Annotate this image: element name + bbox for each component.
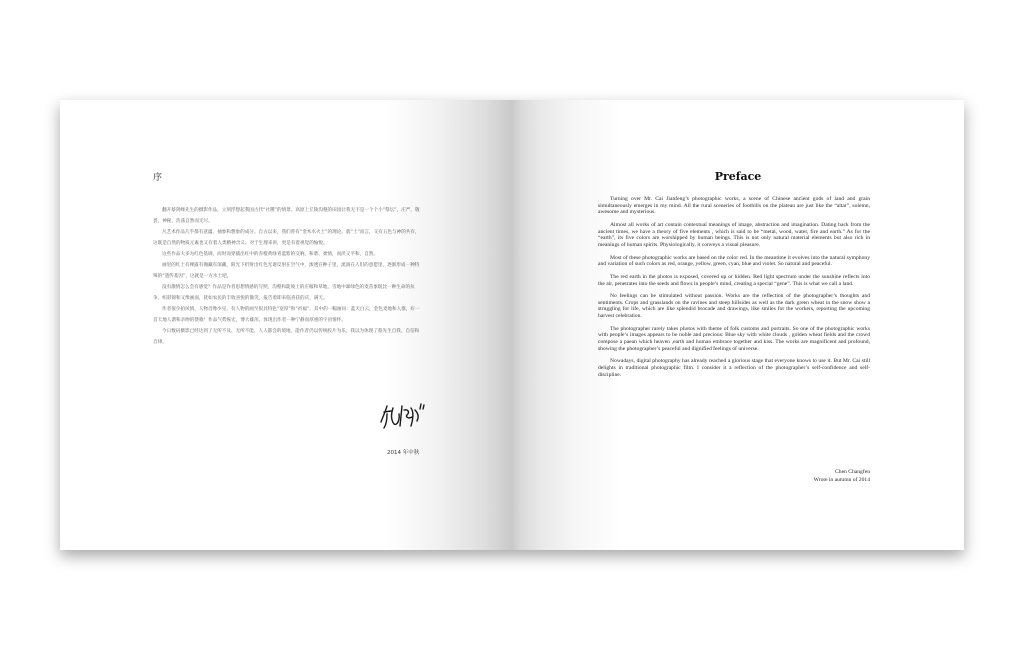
- preface-paragraph: Almost all works of art contain contextual meanings of image, abstraction and imagination. Dating back from the ancient times, we have a theory of five elements , which is said to be “metal, wood, water, fire and earth.” As for the “earth”, its five colors are worshipped by human beings. This is not only natural material elements but also rich in meanings of human spirits. Physiologically, it conveys a visual pleasure.: [598, 221, 870, 248]
- chinese-preface-body: [153, 205, 423, 348]
- preface-paragraph: The red earth in the photos is exposed, covered up or hidden. Red light spectrum under the sunshine reflects into the air, penetrates into the seeds and flows in people’s mind, creating a special “gene”. This is what we call a land.: [598, 273, 870, 287]
- preface-paragraph: Turning over Mr. Cai Jianfeng’s photographic works, a scene of Chinese ancient gods of land and grain simultaneously emerges in my mind. All the rural sceneries of foothills on the plateau are just like the “altar”, solemn, awesome and mysterious.: [598, 196, 870, 216]
- chinese-paragraph: 翻开蔡剑峰先生的摄影作品，立刻浮想起我国古代“社稷”的情景。高原上丘陵沟壑的田园让我无不是一个个小“祭坛”，庄严，敬畏，神秘，浩荡自然而无尽。: [153, 208, 420, 224]
- chinese-paragraph: 今日数码摄影已经达到了无所不及、无所不能、人人都会的境地，能作者仍以传统胶片为乐，我以为体现了蔡先生自我、自信和自律。: [153, 329, 420, 345]
- handwritten-signature: [378, 400, 430, 430]
- chinese-paragraph: 没有激情怎么会有感觉？作品是作者思想情感的写照，沟壑和陡坡上的庄稼和草地，雪地中暴绿色的麦苗象既比一种生命的抗争，织彩锦和又像画面，犹如农民的丰收喜悦的微笑，报告着即来临喜获的庆，满天。: [153, 285, 415, 301]
- preface-paragraph: No feelings can be stimulated without passion. Works are the reflection of the photographer’s thoughts and sentiments. Crops and grasslands on the ravines and steep hillsides as well as the dark green wheat in the snow show a struggling for life, which are like splendid brocade and drawings, like smiles for the workers, reporting the upcoming harvest celebration.: [598, 293, 870, 320]
- chinese-date: 2014 年中秋: [387, 450, 420, 456]
- chinese-preface-title: 序: [153, 173, 163, 183]
- chinese-paragraph: 这些作品大多为红色基调，而时而穿插出红中的赤橙黄绿青蓝紫的交响，和谐、柔情，而淡又平和，自然。: [162, 252, 378, 257]
- left-page: [60, 100, 512, 550]
- written-date: Wrote in autumn of 2014: [813, 477, 870, 483]
- chinese-paragraph: 作者很少拍风情、人物肖像少见，有人物的画至很具特色“宽厚”和“祈福”，其中的一幅画问：蓝天白云，金色麦地和人群，好一首天地人谐和亲吻的赞歌！作品气势恢宏，博大雄浑，体现出作者一种宁静而厚重的宇宙情怀。: [153, 307, 420, 323]
- chinese-paragraph: 凡艺术作品几乎都有意蕴、抽象和想象的成分。自古以来，我们曾有“金木水火土”的理论。就“土”而言，又有五色与神的共有，这既是自然的物质元素也又有着人类精神含义。对于生理来讲，更是有着视觉的愉悦。: [153, 230, 420, 246]
- preface-body: [598, 196, 870, 384]
- open-book: [60, 100, 964, 550]
- preface-paragraph: Most of these photographic works are based on the color red. In the meantime it evolves into the natural symphony and variation of such colors as red, orange, yellow, green, cyan, blue and violet. So natural and peaceful.: [598, 254, 870, 268]
- preface-signoff: [814, 468, 870, 484]
- author-name: Chen Changfen: [835, 469, 870, 475]
- right-page: [512, 100, 964, 550]
- preface-paragraph: The photographer rarely takes photos with theme of folk customs and portraits. So one of the photographic works with people’s images appears to be noble and precious: Blue sky with white clouds , golden wheat fields and the crowd compose a paean which heaven ,earth and human embrace together and kiss. The works are magnificent and profound, showing the photographer’s peaceful and dignified feelings of universe.: [598, 325, 870, 352]
- preface-title: Preface: [714, 170, 762, 183]
- preface-paragraph: Nowadays, digital photography has already reached a glorious stage that everyone knows to use it. But Mr. Cai still delights in traditional photographic film. I consider it a reflection of the photographer’s self-confidence and self-discipline.: [598, 358, 870, 378]
- chinese-paragraph: 画里的红土有裸露有掩藏有深藏，阳光下折射出红色光谱反射在空气中，渗透在种子里，流淌在人们的意愿里，逐渐形成一种特殊的“遗传基因”，这就是一方水土吧。: [153, 263, 420, 279]
